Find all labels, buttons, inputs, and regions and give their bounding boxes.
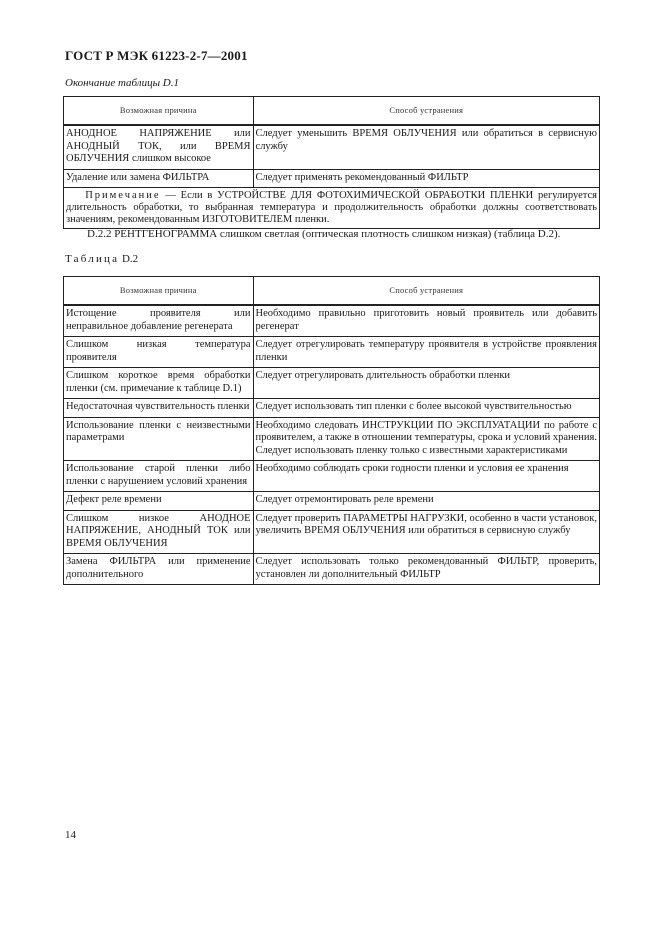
page-number: 14: [65, 829, 76, 841]
table-row: [64, 169, 600, 188]
table-header-row: [64, 277, 600, 306]
table-d2: [63, 276, 600, 585]
remedy-cell: Следует проверить ПАРАМЕТРЫ НАГРУЗКИ, особенно в части установок, увеличить ВРЕМЯ ОБЛУЧЕНИЯ или обратиться в сервисную службу: [253, 510, 599, 554]
remedy-cell: Следует отрегулировать температуру проявителя в устройстве проявления пленки: [253, 337, 599, 368]
cause-cell: Слишком низкое АНОДНОЕ НАПРЯЖЕНИЕ, АНОДНЫЙ ТОК или ВРЕМЯ ОБЛУЧЕНИЯ: [64, 510, 254, 554]
table-d1-end: [63, 96, 600, 229]
table-row: [64, 305, 600, 337]
table-row: [64, 399, 600, 418]
cause-cell: Истощение проявителя или неправильное добавление регенерата: [64, 305, 254, 337]
document-header: ГОСТ Р МЭК 61223-2-7—2001: [65, 48, 248, 63]
table1-caption: Окончание таблицы D.1: [65, 77, 179, 89]
table-row: [64, 461, 600, 492]
table-row: [64, 125, 600, 169]
remedy-cell: Следует уменьшить ВРЕМЯ ОБЛУЧЕНИЯ или обратиться в сервисную службу: [253, 125, 599, 169]
column-header-remedy: Способ устранения: [253, 277, 599, 306]
table-row: [64, 492, 600, 511]
column-header-remedy: Способ устранения: [253, 97, 599, 126]
remedy-cell: Следует применять рекомендованный ФИЛЬТР: [253, 169, 599, 188]
cause-cell: Недостаточная чувствительность пленки: [64, 399, 254, 418]
note-label: Примечание: [85, 190, 161, 201]
remedy-cell: Необходимо соблюдать сроки годности пленки и условия ее хранения: [253, 461, 599, 492]
cause-cell: Использование старой пленки либо пленки с нарушением условий хранения: [64, 461, 254, 492]
remedy-cell: Необходимо правильно приготовить новый проявитель или добавить регенерат: [253, 305, 599, 337]
cause-cell: Замена ФИЛЬТРА или применение дополнительного: [64, 554, 254, 585]
remedy-cell: Следует использовать тип пленки с более высокой чувствительностью: [253, 399, 599, 418]
remedy-cell: Необходимо следовать ИНСТРУКЦИИ ПО ЭКСПЛУАТАЦИИ по работе с проявителем, а также в отношении температуры, срока и условий хранения. Следует использовать пленку только с известными характеристиками: [253, 417, 599, 461]
table-note: [64, 188, 600, 229]
table2-caption-label: Таблица: [65, 253, 120, 265]
cause-cell: Удаление или замена ФИЛЬТРА: [64, 169, 254, 188]
cause-cell: Дефект реле времени: [64, 492, 254, 511]
remedy-cell: Следует отрегулировать длительность обработки пленки: [253, 368, 599, 399]
cause-cell: Использование пленки с неизвестными параметрами: [64, 417, 254, 461]
table2-caption-number: D.2: [121, 253, 139, 265]
column-header-cause: Возможная причина: [64, 277, 254, 306]
table2-caption: [65, 253, 138, 265]
remedy-cell: Следует использовать только рекомендованный ФИЛЬТР, проверить, установлен ли дополнительный ФИЛЬТР: [253, 554, 599, 585]
column-header-cause: Возможная причина: [64, 97, 254, 126]
table-header-row: [64, 97, 600, 126]
note-text: — Если в УСТРОЙСТВЕ ДЛЯ ФОТОХИМИЧЕСКОЙ ОБРАБОТКИ ПЛЕНКИ регулируется длительность обработки, то выбранная температура и продолжительность обработки должны соответствовать значениям, рекомендованным ИЗГОТОВИТЕЛЕМ пленки.: [66, 190, 598, 225]
table-row: [64, 417, 600, 461]
table-row: [64, 368, 600, 399]
remedy-cell: Следует отремонтировать реле времени: [253, 492, 599, 511]
table-row: [64, 510, 600, 554]
table-note-row: [64, 188, 600, 229]
section-d22-text: D.2.2 РЕНТГЕНОГРАММА слишком светлая (оптическая плотность слишком низкая) (таблица D.2).: [87, 228, 561, 240]
cause-cell: Слишком низкая температура проявителя: [64, 337, 254, 368]
table-row: [64, 554, 600, 585]
cause-cell: АНОДНОЕ НАПРЯЖЕНИЕ или АНОДНЫЙ ТОК, или ВРЕМЯ ОБЛУЧЕНИЯ слишком высокое: [64, 125, 254, 169]
cause-cell: Слишком короткое время обработки пленки (см. примечание к таблице D.1): [64, 368, 254, 399]
table-row: [64, 337, 600, 368]
